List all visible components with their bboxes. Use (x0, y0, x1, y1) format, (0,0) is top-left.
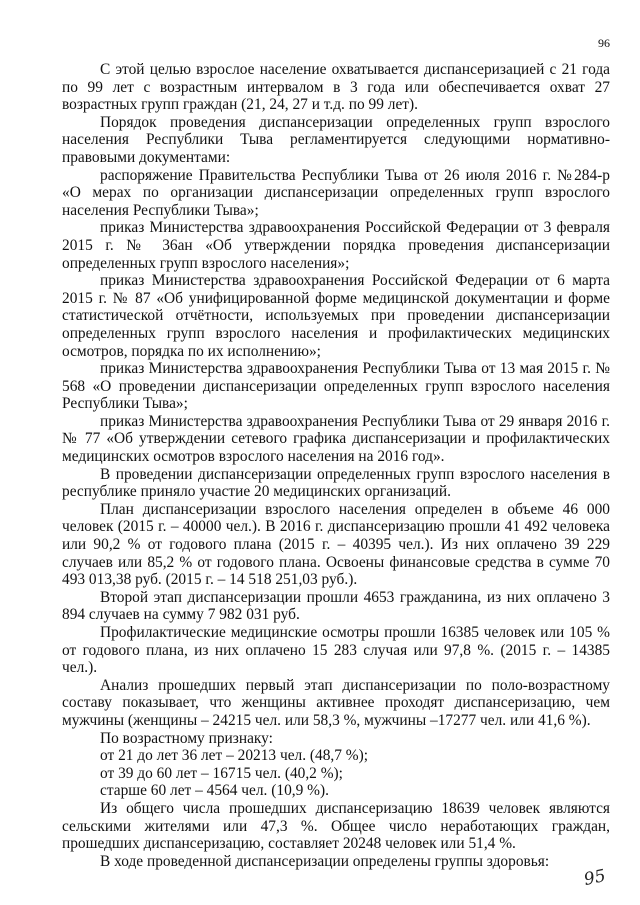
list-item: от 39 до 60 лет – 16715 чел. (40,2 %); (100, 764, 343, 782)
paragraph: Из общего числа прошедших диспансеризацию 18639 человек являются сельскими жителями или 47,3 %. Общее число неработающих граждан, прошедших диспансеризацию, составляет 20248 человек или 51,4 %. (62, 799, 610, 853)
paragraph: распоряжение Правительства Республики Тыва от 26 июля 2016 г. №284-р «О мерах по организации диспансеризации определенных групп взрослого населения Республики Тыва»; (62, 166, 610, 219)
document-body (62, 61, 610, 870)
paragraph: приказ Министерства здравоохранения Республики Тыва от 13 мая 2015 г. № 568 «О проведении диспансеризации определенных групп взрослого населения Республики Тыва»; (62, 360, 610, 413)
paragraph: С этой целью взрослое население охватывается диспансеризацией с 21 года по 99 лет с возрастным интервалом в 3 года или обеспечивается охват 27 возрастных групп граждан (21, 24, 27 и т.д. по 99 лет). (62, 61, 610, 114)
paragraph: Порядок проведения диспансеризации определенных групп взрослого населения Республики Тыва регламентируется следующими нормативно-правовыми документами: (62, 113, 610, 166)
page-number: 96 (598, 36, 610, 50)
paragraph: приказ Министерства здравоохранения Российской Федерации от 3 февраля 2015 г. № 36ан «Об утверждении порядка проведения диспансеризации определенных групп взрослого населения»; (62, 219, 610, 272)
paragraph: В ходе проведенной диспансеризации определены группы здоровья: (100, 852, 550, 870)
paragraph: Анализ прошедших первый этап диспансеризации по поло-возрастному составу показывает, что женщины активнее проходят диспансеризацию, чем мужчины (женщины – 24215 чел. или 58,3 %, мужчины –17277 чел. или 41,6 %). (62, 676, 610, 729)
paragraph: Второй этап диспансеризации прошли 4653 гражданина, из них оплачено 3 894 случаев на сумму 7 982 031 руб. (62, 588, 610, 624)
paragraph: Профилактические медицинские осмотры прошли 16385 человек или 105 % от годового плана, из них оплачено 15 283 случая или 97,8 %. (2015 г. – 14385 чел.). (62, 624, 610, 677)
list-item: старше 60 лет – 4564 чел. (10,9 %). (100, 782, 329, 800)
paragraph: План диспансеризации взрослого населения определен в объеме 46 000 человек (2015 г. – 40000 чел.). В 2016 г. диспансеризацию прошли 41 492 человека или 90,2 % от годового плана (2015 г. – 40395 чел.). Из них оплачено 39 229 случаев или 85,2 % от годового плана. Освоены финансовые средства в сумме 70 493 013,38 руб. (2015 г. – 14 518 251,03 руб.). (62, 500, 610, 589)
paragraph: В проведении диспансеризации определенных групп взрослого населения в республике приняло участие 20 медицинских организаций. (62, 465, 610, 501)
paragraph: приказ Министерства здравоохранения Российской Федерации от 6 марта 2015 г. № 87 «Об унифицированной форме медицинской документации и форме статистической отчётности, используемых при проведении диспансеризации определенных групп взрослого населения и профилактических медицинских осмотров, порядка по их исполнению»; (62, 272, 610, 360)
handwritten-page-number: 95 (582, 865, 608, 891)
list-heading: По возрастному признаку: (100, 729, 273, 747)
paragraph: приказ Министерства здравоохранения Республики Тыва от 29 января 2016 г. № 77 «Об утверждении сетевого графика диспансеризации и профилактических медицинских осмотров взрослого населения на 2016 год». (62, 412, 610, 466)
list-item: от 21 до лет 36 лет – 20213 чел. (48,7 %); (100, 747, 369, 765)
